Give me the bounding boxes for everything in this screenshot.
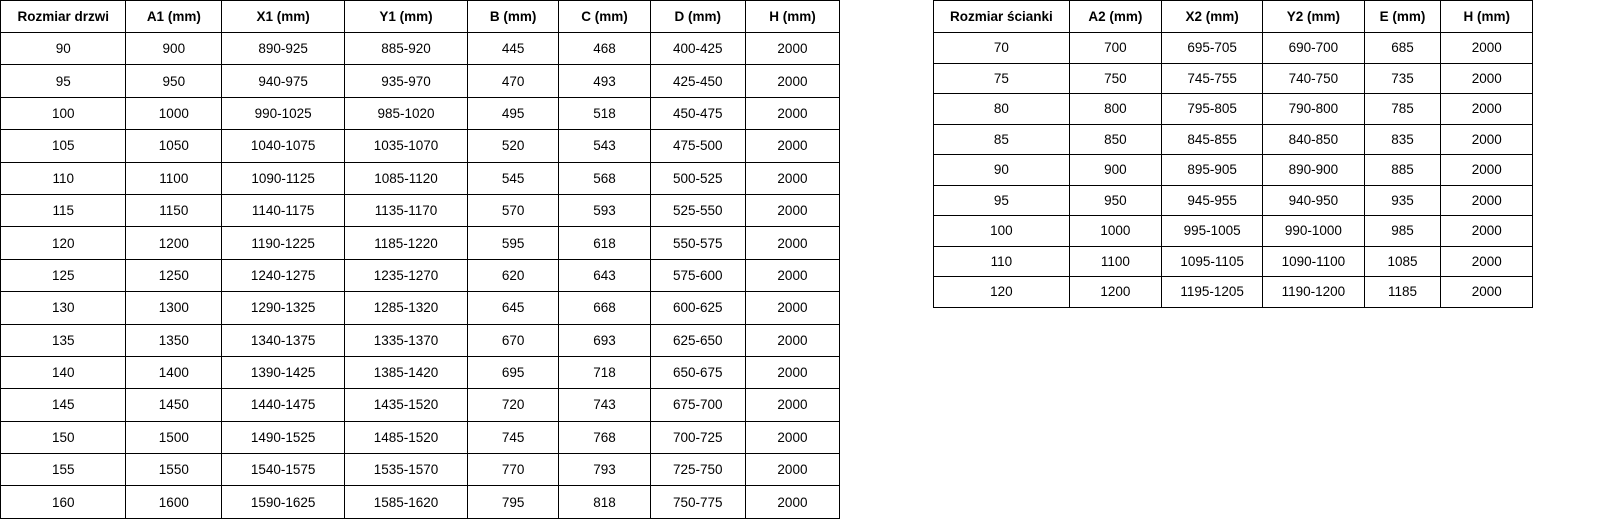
table-cell: 2000 [745, 324, 839, 356]
table-header-row [1, 1, 840, 33]
walls-table-body [934, 33, 1533, 308]
table-cell: 2000 [1441, 185, 1533, 216]
table-row [1, 292, 840, 324]
table-cell: 2000 [745, 486, 839, 518]
table-cell: 1285-1320 [345, 292, 468, 324]
table-cell: 685 [1364, 33, 1441, 64]
table-cell: 155 [1, 454, 126, 486]
table-cell: 595 [467, 227, 558, 259]
table-cell: 135 [1, 324, 126, 356]
table-cell: 2000 [745, 33, 839, 65]
table-cell: 1435-1520 [345, 389, 468, 421]
table-cell: 1085-1120 [345, 162, 468, 194]
column-header-a1: A1 (mm) [126, 1, 222, 33]
table-cell: 1600 [126, 486, 222, 518]
table-cell: 120 [934, 277, 1070, 308]
column-header-rozmiar-scianki: Rozmiar ścianki [934, 1, 1070, 33]
table-header-row [934, 1, 1533, 33]
table-cell: 700-725 [650, 421, 745, 453]
table-cell: 895-905 [1161, 155, 1262, 186]
table-cell: 85 [934, 124, 1070, 155]
table-cell: 1200 [1069, 277, 1161, 308]
table-cell: 1085 [1364, 246, 1441, 277]
table-cell: 845-855 [1161, 124, 1262, 155]
table-row [1, 65, 840, 97]
table-cell: 650-675 [650, 356, 745, 388]
table-row [934, 246, 1533, 277]
table-cell: 2000 [1441, 33, 1533, 64]
table-cell: 95 [934, 185, 1070, 216]
column-header-h: H (mm) [745, 1, 839, 33]
table-cell: 2000 [745, 65, 839, 97]
table-cell: 900 [126, 33, 222, 65]
table-cell: 940-950 [1263, 185, 1364, 216]
table-cell: 740-750 [1263, 63, 1364, 94]
table-cell: 1585-1620 [345, 486, 468, 518]
table-row [1, 194, 840, 226]
column-header-x1: X1 (mm) [222, 1, 345, 33]
table-cell: 2000 [745, 454, 839, 486]
table-cell: 90 [1, 33, 126, 65]
table-cell: 625-650 [650, 324, 745, 356]
column-header-e: E (mm) [1364, 1, 1441, 33]
table-cell: 160 [1, 486, 126, 518]
column-header-b: B (mm) [467, 1, 558, 33]
table-cell: 545 [467, 162, 558, 194]
table-cell: 668 [559, 292, 650, 324]
table-row [934, 63, 1533, 94]
table-cell: 1150 [126, 194, 222, 226]
table-cell: 470 [467, 65, 558, 97]
table-cell: 145 [1, 389, 126, 421]
table-cell: 2000 [745, 194, 839, 226]
table-cell: 2000 [745, 356, 839, 388]
table-cell: 1300 [126, 292, 222, 324]
table-cell: 2000 [1441, 63, 1533, 94]
table-cell: 425-450 [650, 65, 745, 97]
table-cell: 1290-1325 [222, 292, 345, 324]
table-cell: 1400 [126, 356, 222, 388]
table-cell: 2000 [745, 389, 839, 421]
table-cell: 1350 [126, 324, 222, 356]
table-cell: 935 [1364, 185, 1441, 216]
table-cell: 1540-1575 [222, 454, 345, 486]
table-cell: 1385-1420 [345, 356, 468, 388]
table-cell: 1500 [126, 421, 222, 453]
table-cell: 70 [934, 33, 1070, 64]
table-cell: 1440-1475 [222, 389, 345, 421]
table-cell: 745-755 [1161, 63, 1262, 94]
table-row [934, 277, 1533, 308]
table-cell: 100 [1, 97, 126, 129]
table-cell: 2000 [1441, 246, 1533, 277]
table-cell: 1490-1525 [222, 421, 345, 453]
table-cell: 1200 [126, 227, 222, 259]
table-cell: 785 [1364, 94, 1441, 125]
column-header-d: D (mm) [650, 1, 745, 33]
doors-table-body [1, 33, 840, 519]
table-cell: 725-750 [650, 454, 745, 486]
table-row [934, 155, 1533, 186]
table-cell: 750-775 [650, 486, 745, 518]
table-cell: 150 [1, 421, 126, 453]
table-cell: 1390-1425 [222, 356, 345, 388]
table-cell: 795-805 [1161, 94, 1262, 125]
table-cell: 1100 [1069, 246, 1161, 277]
table-cell: 543 [559, 130, 650, 162]
table-row [1, 227, 840, 259]
table-cell: 995-1005 [1161, 216, 1262, 247]
table-cell: 475-500 [650, 130, 745, 162]
table-cell: 768 [559, 421, 650, 453]
table-cell: 1250 [126, 259, 222, 291]
table-row [1, 259, 840, 291]
table-cell: 2000 [745, 97, 839, 129]
table-cell: 1185 [1364, 277, 1441, 308]
table-row [1, 356, 840, 388]
table-cell: 2000 [745, 227, 839, 259]
table-cell: 2000 [1441, 277, 1533, 308]
table-cell: 525-550 [650, 194, 745, 226]
table-cell: 1340-1375 [222, 324, 345, 356]
table-cell: 100 [934, 216, 1070, 247]
column-header-rozmiar-drzwi: Rozmiar drzwi [1, 1, 126, 33]
table-cell: 990-1025 [222, 97, 345, 129]
table-cell: 2000 [745, 259, 839, 291]
table-cell: 985 [1364, 216, 1441, 247]
table-cell: 450-475 [650, 97, 745, 129]
table-cell: 2000 [745, 162, 839, 194]
table-cell: 445 [467, 33, 558, 65]
table-cell: 95 [1, 65, 126, 97]
table-cell: 850 [1069, 124, 1161, 155]
table-row [1, 454, 840, 486]
table-cell: 620 [467, 259, 558, 291]
column-header-h: H (mm) [1441, 1, 1533, 33]
table-cell: 670 [467, 324, 558, 356]
table-cell: 550-575 [650, 227, 745, 259]
table-row [934, 216, 1533, 247]
table-cell: 1090-1100 [1263, 246, 1364, 277]
walls-table-head [934, 1, 1533, 33]
table-row [1, 97, 840, 129]
table-cell: 890-900 [1263, 155, 1364, 186]
table-cell: 568 [559, 162, 650, 194]
table-row [1, 162, 840, 194]
table-cell: 115 [1, 194, 126, 226]
table-row [1, 324, 840, 356]
table-cell: 1195-1205 [1161, 277, 1262, 308]
table-cell: 1135-1170 [345, 194, 468, 226]
table-cell: 90 [934, 155, 1070, 186]
table-cell: 2000 [1441, 124, 1533, 155]
table-cell: 840-850 [1263, 124, 1364, 155]
table-cell: 695-705 [1161, 33, 1262, 64]
table-cell: 690-700 [1263, 33, 1364, 64]
table-cell: 105 [1, 130, 126, 162]
table-cell: 793 [559, 454, 650, 486]
table-cell: 1000 [1069, 216, 1161, 247]
column-header-c: C (mm) [559, 1, 650, 33]
table-row [1, 389, 840, 421]
table-cell: 1335-1370 [345, 324, 468, 356]
table-cell: 1235-1270 [345, 259, 468, 291]
table-cell: 2000 [1441, 155, 1533, 186]
table-cell: 500-525 [650, 162, 745, 194]
table-cell: 890-925 [222, 33, 345, 65]
table-cell: 695 [467, 356, 558, 388]
column-header-y2: Y2 (mm) [1263, 1, 1364, 33]
table-cell: 1040-1075 [222, 130, 345, 162]
table-cell: 818 [559, 486, 650, 518]
table-cell: 125 [1, 259, 126, 291]
table-cell: 1485-1520 [345, 421, 468, 453]
table-row [934, 124, 1533, 155]
table-cell: 945-955 [1161, 185, 1262, 216]
table-cell: 950 [1069, 185, 1161, 216]
table-cell: 1035-1070 [345, 130, 468, 162]
table-cell: 720 [467, 389, 558, 421]
table-row [934, 94, 1533, 125]
table-cell: 745 [467, 421, 558, 453]
table-cell: 940-975 [222, 65, 345, 97]
table-cell: 110 [1, 162, 126, 194]
table-cell: 950 [126, 65, 222, 97]
table-cell: 120 [1, 227, 126, 259]
table-cell: 693 [559, 324, 650, 356]
table-cell: 1050 [126, 130, 222, 162]
table-row [1, 33, 840, 65]
table-cell: 735 [1364, 63, 1441, 94]
table-cell: 835 [1364, 124, 1441, 155]
table-cell: 1095-1105 [1161, 246, 1262, 277]
table-cell: 520 [467, 130, 558, 162]
table-row [1, 421, 840, 453]
table-cell: 1550 [126, 454, 222, 486]
table-cell: 493 [559, 65, 650, 97]
table-cell: 468 [559, 33, 650, 65]
table-cell: 495 [467, 97, 558, 129]
table-cell: 750 [1069, 63, 1161, 94]
table-cell: 575-600 [650, 259, 745, 291]
table-cell: 1000 [126, 97, 222, 129]
table-cell: 110 [934, 246, 1070, 277]
table-cell: 1140-1175 [222, 194, 345, 226]
table-cell: 1100 [126, 162, 222, 194]
table-cell: 2000 [1441, 94, 1533, 125]
table-cell: 1450 [126, 389, 222, 421]
table-cell: 2000 [745, 130, 839, 162]
table-cell: 718 [559, 356, 650, 388]
table-cell: 800 [1069, 94, 1161, 125]
doors-table-head [1, 1, 840, 33]
table-cell: 985-1020 [345, 97, 468, 129]
table-cell: 2000 [1441, 216, 1533, 247]
table-cell: 645 [467, 292, 558, 324]
table-cell: 1090-1125 [222, 162, 345, 194]
table-cell: 570 [467, 194, 558, 226]
table-cell: 935-970 [345, 65, 468, 97]
table-cell: 1190-1225 [222, 227, 345, 259]
table-cell: 790-800 [1263, 94, 1364, 125]
column-header-a2: A2 (mm) [1069, 1, 1161, 33]
table-cell: 743 [559, 389, 650, 421]
table-row [934, 33, 1533, 64]
table-cell: 80 [934, 94, 1070, 125]
table-cell: 593 [559, 194, 650, 226]
table-row [934, 185, 1533, 216]
table-cell: 1590-1625 [222, 486, 345, 518]
table-cell: 643 [559, 259, 650, 291]
table-cell: 885-920 [345, 33, 468, 65]
table-cell: 618 [559, 227, 650, 259]
table-cell: 1190-1200 [1263, 277, 1364, 308]
column-header-y1: Y1 (mm) [345, 1, 468, 33]
table-cell: 675-700 [650, 389, 745, 421]
table-cell: 990-1000 [1263, 216, 1364, 247]
table-cell: 900 [1069, 155, 1161, 186]
table-cell: 770 [467, 454, 558, 486]
table-cell: 885 [1364, 155, 1441, 186]
table-cell: 2000 [745, 292, 839, 324]
walls-dimensions-table-container [933, 0, 1533, 308]
walls-dimensions-table [933, 0, 1533, 308]
table-cell: 1535-1570 [345, 454, 468, 486]
column-header-x2: X2 (mm) [1161, 1, 1262, 33]
table-cell: 1240-1275 [222, 259, 345, 291]
table-cell: 1185-1220 [345, 227, 468, 259]
table-row [1, 130, 840, 162]
table-cell: 2000 [745, 421, 839, 453]
table-cell: 518 [559, 97, 650, 129]
table-cell: 130 [1, 292, 126, 324]
table-cell: 600-625 [650, 292, 745, 324]
table-cell: 400-425 [650, 33, 745, 65]
table-cell: 700 [1069, 33, 1161, 64]
table-cell: 140 [1, 356, 126, 388]
table-cell: 795 [467, 486, 558, 518]
table-cell: 75 [934, 63, 1070, 94]
